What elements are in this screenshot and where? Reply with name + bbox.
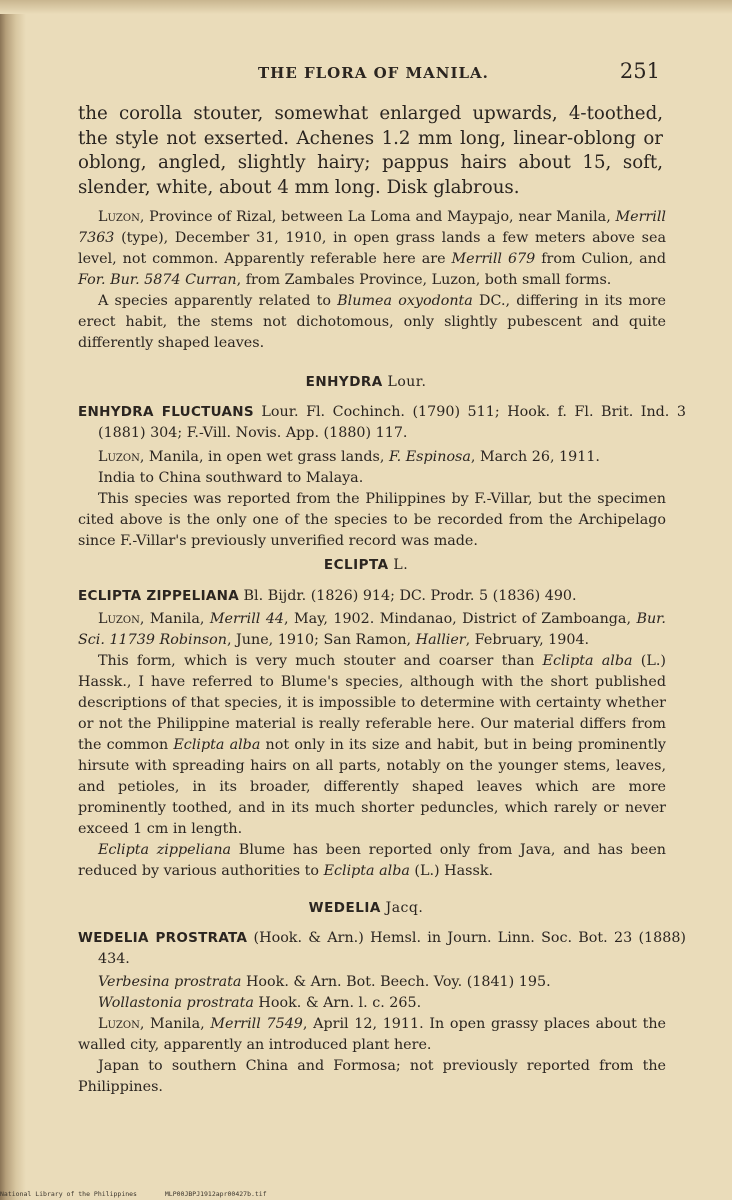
species-name: ENHYDRA FLUCTUANS xyxy=(78,404,254,420)
species-entry-wedelia-prostrata: WEDELIA PROSTRATA (Hook. & Arn.) Hemsl. in Journ. Linn. Soc. Bot. 23 (1888) 434. xyxy=(78,930,687,967)
wedelia-details-block xyxy=(78,972,666,1098)
species-entry-eclipta-zippeliana: ECLIPTA ZIPPELIANA Bl. Bijdr. (1826) 914; DC. Prodr. 5 (1836) 490. xyxy=(78,588,577,604)
enhydra-details-block xyxy=(78,447,666,552)
species-name: ECLIPTA ZIPPELIANA xyxy=(78,588,239,604)
eclipta-distribution-paragraph: Eclipta zippeliana Blume has been reported only from Java, and has been reduced by various authorities to Eclipta alba (L.) Hassk. xyxy=(78,842,666,879)
species-entry-enhydra-fluctuans: ENHYDRA FLUCTUANS Lour. Fl. Cochinch. (1790) 511; Hook. f. Fl. Brit. Ind. 3 (1881) 304; F.-Vill. Novis. App. (1880) 117. xyxy=(78,404,686,441)
enhydra-note: This species was reported from the Philippines by F.-Villar, but the specimen cited above is the only one of the species to be recorded from the Archipelago since F.-Villar's previously unverified record was made. xyxy=(78,491,666,549)
page-number: 251 xyxy=(619,59,660,83)
eclipta-details-block xyxy=(78,609,666,882)
running-title: THE FLORA OF MANILA. xyxy=(258,64,489,82)
genus-heading-enhydra: ENHYDRA Lour. xyxy=(305,374,427,390)
library-credit: National Library of the Philippines xyxy=(0,1190,137,1198)
enhydra-specimen-paragraph: Luzon, Manila, in open wet grass lands, F. Espinosa, March 26, 1911. xyxy=(98,449,600,465)
wedelia-specimen-paragraph: Luzon, Manila, Merrill 7549, April 12, 1911. In open grassy places about the walled city, apparently an introduced plant here. xyxy=(78,1016,666,1053)
wedelia-synonym-2: Wollastonia prostrata Hook. & Arn. l. c. 265. xyxy=(98,995,422,1011)
book-spine-shadow xyxy=(0,0,26,1200)
enhydra-distribution: India to China southward to Malaya. xyxy=(98,470,364,486)
scan-filename: MLP00JBPJ1912apr00427b.tif xyxy=(164,1190,267,1198)
genus-heading-wedelia: WEDELIA Jacq. xyxy=(308,900,424,916)
wedelia-synonym-1: Verbesina prostrata Hook. & Arn. Bot. Beech. Voy. (1841) 195. xyxy=(98,974,551,990)
eclipta-specimen-paragraph: Luzon, Manila, Merrill 44, May, 1902. Mindanao, District of Zamboanga, Bur. Sci. 11739 Robinson, June, 1910; San Ramon, Hallier, February, 1904. xyxy=(78,611,666,648)
scan-footer xyxy=(0,1190,732,1198)
species-name: WEDELIA PROSTRATA xyxy=(78,930,248,946)
blumea-specimens-block xyxy=(78,207,666,354)
page-top-edge xyxy=(0,0,732,14)
genus-heading-eclipta: ECLIPTA L. xyxy=(323,557,409,573)
blumea-remarks-paragraph: A species apparently related to Blumea oxyodonta DC., differing in its more erect habit, the stems not dichotomous, only slightly pubescent and quite differently shaped leaves. xyxy=(78,293,666,351)
wedelia-distribution: Japan to southern China and Formosa; not previously reported from the Philippines. xyxy=(78,1058,666,1095)
running-header xyxy=(0,60,732,90)
eclipta-discussion-paragraph: This form, which is very much stouter and coarser than Eclipta alba (L.) Hassk., I have referred to Blume's species, although with the short published descriptions of that species, it is impossible to determine with certainty whether or not the Philippine material is really referable here. Our material differs from the common Eclipta alba not only in its size and habit, but in being prominently hirsute with spreading hairs on all parts, notably on the younger stems, leaves, and petioles, in its broader, differently shaped leaves which are more prominently toothed, and in its much shorter peduncles, which rarely or never exceed 1 cm in length. xyxy=(78,653,666,837)
blumea-specimen-paragraph: Luzon, Province of Rizal, between La Loma and Maypajo, near Manila, Merrill 7363 (type), December 31, 1910, in open grass lands a few meters above sea level, not common. Apparently referable here are Merrill 679 from Culion, and For. Bur. 5874 Curran, from Zambales Province, Luzon, both small forms. xyxy=(78,209,666,288)
description-continuation: the corolla stouter, somewhat enlarged upwards, 4-toothed, the style not exserted. Achenes 1.2 mm long, linear-oblong or oblong, angled, slightly hairy; pappus hairs about 15, soft, slender, white, about 4 mm long. Disk glabrous. xyxy=(78,103,663,198)
